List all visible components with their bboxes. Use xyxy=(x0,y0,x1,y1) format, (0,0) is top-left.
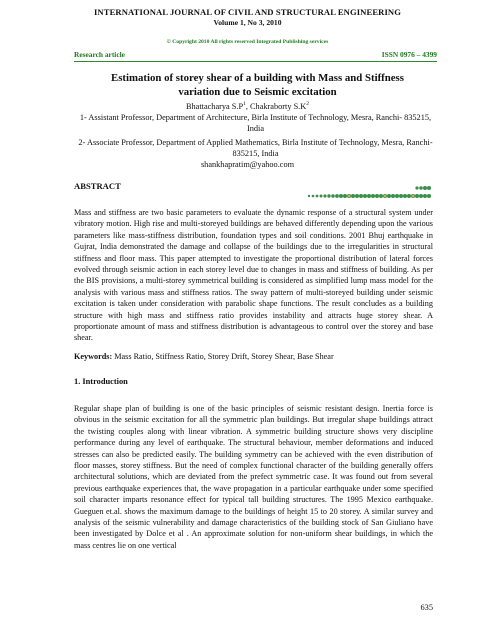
keywords-label: Keywords: xyxy=(74,352,113,361)
introduction-text: Regular shape plan of building is one of the basic principles of seismic resistant design. Inertia force is obvious in the seismic excitation for all the symmetric plan buildings. But irregular shape buildings attract the twisting couples along with linear vibration. A symmetric building structure shows very discipline performance during any level of earthquake. The structural behaviour, member deformations and induced stresses can also be predicted easily. The building symmetry can be achieved with the even distribution of floor masses, storey stiffness. But the need of complex functional character of the building generally offers architectural solutions, which are deviated from the prefect symmetric case. It was found out from several previous earthquake experiences that, the wave propagation in a particular earthquake under some specified soil character imparts resonance effect for typical tall building structures. The 1995 Mexico earthquake. Gueguen et.al. shows the maximum damage to the buildings of height 15 to 20 storey. A similar survey and analysis of the seismic vulnerability and damage characteristics of the building stock of San Giuliano have been investigated by Dolce et al . An approximate solution for non-uniform shear buildings, in which the mass centres lie on one vertical xyxy=(74,404,433,550)
issn-label: ISSN 0976 – 4399 xyxy=(381,50,437,59)
author-2-affil-mark: 2 xyxy=(306,101,310,107)
volume-info: Volume 1, No 3, 2010 xyxy=(213,18,282,27)
keywords-list: Mass Ratio, Stiffness Ratio, Storey Drift, Storey Shear, Base Shear xyxy=(114,352,334,361)
contact-email: shankhapratim@yahoo.com xyxy=(200,160,295,169)
author-1: Bhattacharya S.P xyxy=(185,101,244,111)
author-line xyxy=(0,101,495,111)
affiliation-1: 1- Assistant Professor, Department of Architecture, Birla Institute of Technology, Mesra, Ranchi- 835215, India xyxy=(79,113,432,133)
paper-title: Estimation of storey shear of a building with Mass and Stiffness variation due to Seismic excitation xyxy=(111,72,404,98)
decorative-dots-ornament xyxy=(307,184,432,202)
article-type-label: Research article xyxy=(74,50,125,59)
header-divider xyxy=(74,61,437,62)
keywords-line xyxy=(74,351,433,362)
journal-title: INTERNATIONAL JOURNAL OF CIVIL AND STRUCTURAL ENGINEERING xyxy=(93,7,401,17)
copyright-notice: © Copyright 2010 All rights reserved Integrated Publishing services xyxy=(166,39,329,45)
author-1-affil-mark: 1 xyxy=(243,101,246,107)
section-heading-introduction: 1. Introduction xyxy=(74,377,128,386)
affiliation-2: 2- Associate Professor, Department of Applied Mathematics, Birla Institute of Technology, Mesra, Ranchi- 835215, India xyxy=(78,138,433,158)
abstract-heading: ABSTRACT xyxy=(74,181,121,191)
abstract-text: Mass and stiffness are two basic parameters to evaluate the dynamic response of a structural system under vibratory motion. High rise and multi-storeyed buildings are behaved differently depending upon the various parameters like mass-stiffness distribution, foundation types and soil conditions. 2001 Bhuj earthquake in Gujrat, India demonstrated the damage and collapse of the buildings due to the irregularities in structural stiffness and floor mass. This paper attempted to investigate the proportional distribution of lateral forces evolved through seismic action in each storey level due to changes in mass and stiffness of building. As per the BIS provisions, a multi-storey symmetrical building is considered as simplified lump mass model for the analysis with various mass and stiffness ratios. The sway pattern of multi-storeyed building under seismic excitation is taken under consideration with parabolic shape functions. The result concludes as a building structure with high mass and stiffness ratio provides instability and attracts huge storey shear. A proportionate amount of mass and stiffness distribution is advantageous to control over the storey and base shear. xyxy=(74,208,433,343)
author-2: , Chakraborty S.K xyxy=(245,101,307,111)
page-number: 635 xyxy=(420,603,433,612)
